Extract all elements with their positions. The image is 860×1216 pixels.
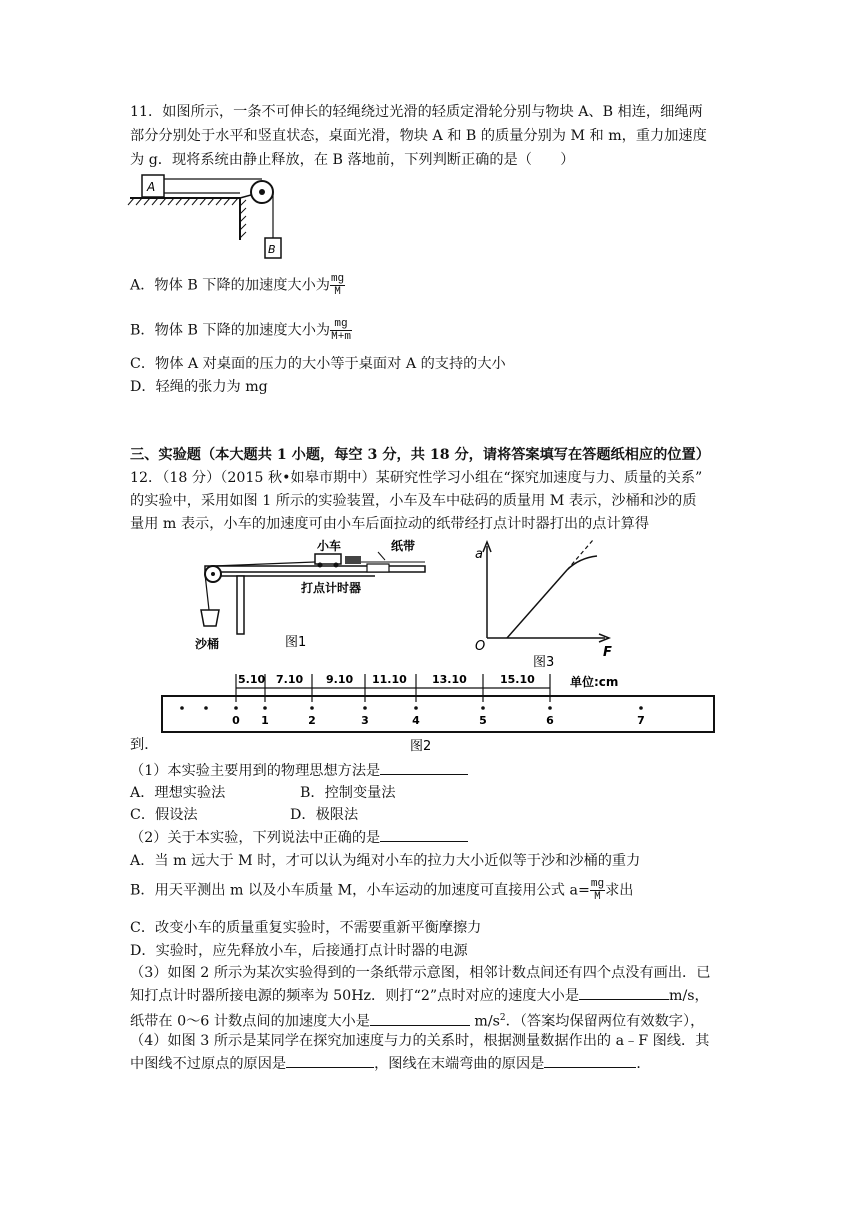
q12-p1-option-b: B．控制变量法 <box>300 785 396 801</box>
tape-segment-labels <box>238 673 535 686</box>
axis-f-label: F <box>603 645 612 660</box>
graph-line <box>507 570 567 638</box>
answer-blank-4[interactable] <box>370 1011 470 1026</box>
q12-part-4-line-1: （4）如图 3 所示是某同学在探究加速度与力的关系时，根据测量数据作出的 a﹣F 图线．其 <box>130 1033 710 1049</box>
q11-option-a: A．物体 B 下降的加速度大小为 $\frac{mg}{M}$ <box>130 273 345 298</box>
q12-part-3-line-3: 纸带在 0～6 计数点间的加速度大小是 $m/s^2$．（答案均保留两位有效数字）， <box>130 1007 704 1033</box>
segment-label: 15.10 <box>500 673 535 686</box>
figure-2-tape <box>160 668 720 752</box>
q12-part-4-line-2: 中图线不过原点的原因是 ，图线在末端弯曲的原因是 ． <box>130 1053 651 1075</box>
car <box>315 554 341 564</box>
figure-1-caption: 图1 <box>285 635 307 650</box>
q12-p1-option-a: A．理想实验法 <box>130 785 226 801</box>
graph-curve-end <box>567 556 597 570</box>
answer-blank-2[interactable] <box>380 827 468 842</box>
segment-label: 7.10 <box>276 673 304 686</box>
q12-line-2: 的实验中，采用如图 1 所示的实验装置，小车及车中砝码的质量用 M 表示，沙桶和沙的质 <box>130 493 697 509</box>
axis-a-label: a <box>475 547 483 562</box>
segment-label: 9.10 <box>326 673 354 686</box>
segment-label: 11.10 <box>372 673 407 686</box>
answer-blank-1[interactable] <box>380 760 468 775</box>
q11-option-c: C．物体 A 对桌面的压力的大小等于桌面对 A 的支持的大小 <box>130 356 506 372</box>
point-label: 7 <box>637 714 645 727</box>
label-timer: 打点计时器 <box>301 581 362 595</box>
figure-3-caption: 图3 <box>533 655 555 670</box>
answer-blank-3[interactable] <box>579 985 669 1000</box>
graph-dashed-extension <box>567 540 593 570</box>
block-b-label: B <box>268 243 276 256</box>
label-tape: 纸带 <box>391 539 416 553</box>
q11-line-1: 11．如图所示，一条不可伸长的轻绳绕过光滑的轻质定滑轮分别与物块 A、B 相连，细绳两 <box>130 104 703 120</box>
label-car: 小车 <box>317 539 342 553</box>
q12-part-3-line-2: 知打点计时器所接电源的频率为 50Hz．则打“2”点时对应的速度大小是 m/s， <box>130 985 709 1007</box>
fraction-mg-over-M: $\frac{mg}{M}$ <box>330 273 345 298</box>
q12-part-3-line-1: （3）如图 2 所示为某次实验得到的一条纸带示意图，相邻计数点间还有四个点没有画出．已 <box>130 965 711 981</box>
fraction-mg-over-M-plus-m: $\frac{mg}{M+m}$ <box>331 318 351 343</box>
origin-label: O <box>475 639 486 654</box>
q12-line-1: 12．（18 分）（2015 秋•如皋市期中）某研究性学习小组在“探究加速度与力、质量的关系” <box>130 470 703 486</box>
point-label: 3 <box>361 714 369 727</box>
point-label: 5 <box>479 714 487 727</box>
point-label: 4 <box>412 714 420 727</box>
block-a-label: A <box>147 180 156 194</box>
point-label: 2 <box>308 714 316 727</box>
q12-part-2: （2）关于本实验，下列说法中正确的是 <box>130 827 468 849</box>
point-label: 1 <box>261 714 269 727</box>
figure-3-graph <box>475 538 620 670</box>
answer-blank-5[interactable] <box>286 1053 374 1068</box>
segment-label: 5.10 <box>238 673 266 686</box>
figure-2-caption: 图2 <box>410 739 432 754</box>
q11-line-3: 为 g．现将系统由静止释放，在 B 落地前，下列判断正确的是（ ） <box>130 152 575 168</box>
q12-p2-option-d: D．实验时，应先释放小车，后接通打点计时器的电源 <box>130 943 468 959</box>
section-3-heading: 三、实验题（本大题共 1 小题，每空 3 分，共 18 分，请将答案填写在答题纸相应的位置） <box>130 447 710 463</box>
q12-line-3: 量用 m 表示，小车的加速度可由小车后面拉动的纸带经打点计时器打出的点计算得 <box>130 516 650 532</box>
answer-blank-6[interactable] <box>544 1053 636 1068</box>
q12-p2-option-b: B．用天平测出 m 以及小车质量 M，小车运动的加速度可直接用公式 a= $\frac{mg}{M}$ 求出 <box>130 878 634 903</box>
figure-1-apparatus <box>195 538 435 658</box>
label-bucket: 沙桶 <box>195 637 220 651</box>
q11-pulley-figure <box>128 170 288 270</box>
segment-label: 13.10 <box>432 673 467 686</box>
q11-option-d: D．轻绳的张力为 mg <box>130 379 268 395</box>
q12-p2-option-a: A．当 m 远大于 M 时，才可以认为绳对小车的拉力大小近似等于沙和沙桶的重力 <box>130 853 641 869</box>
q11-option-b: B．物体 B 下降的加速度大小为 $\frac{mg}{M+m}$ <box>130 318 351 343</box>
tape-unit-label: 单位:cm <box>570 675 619 689</box>
point-label: 6 <box>546 714 554 727</box>
fraction-mg-over-M: $\frac{mg}{M}$ <box>590 878 605 903</box>
q12-p2-option-c: C．改变小车的质量重复实验时，不需要重新平衡摩擦力 <box>130 920 482 936</box>
q12-p1-option-d: D．极限法 <box>290 807 359 823</box>
q12-p1-option-c: C．假设法 <box>130 807 198 823</box>
q11-line-2: 部分分别处于水平和竖直状态，桌面光滑，物块 A 和 B 的质量分别为 M 和 m，重力加速度 <box>130 128 707 144</box>
q12-part-1: （1）本实验主要用到的物理思想方法是 <box>130 760 468 782</box>
point-label: 0 <box>232 714 240 727</box>
q12-line-4: 到． <box>130 737 159 753</box>
